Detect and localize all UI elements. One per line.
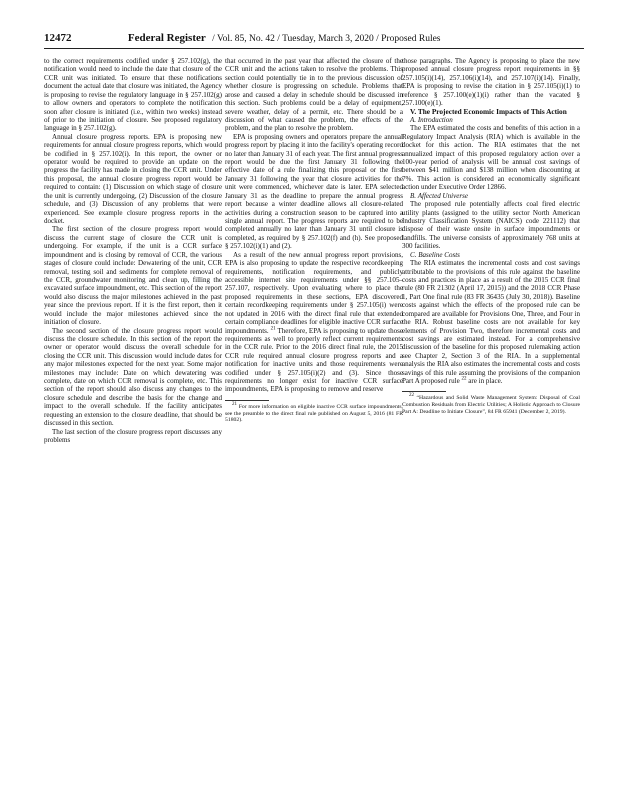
page-header (44, 30, 584, 46)
page-number: 12472 (44, 32, 72, 44)
paragraph: those paragraphs. The Agency is proposing to place the new proposed annual closure progress report requirements in §§ 257.105(i)(14), 257.106(i)(14), and 257.107(i)(14). Finally, EPA is proposing to revise the citation in § 257.105(i)(1) to reference § 257.100(e)(1)(i) rather than the vacated § 257.100(e)(1). (402, 57, 580, 108)
publication-title: Federal Register (127, 32, 206, 44)
footnote-number: 22 (409, 393, 414, 399)
footnote (225, 401, 404, 424)
paragraph: EPA is proposing owners and operators prepare the annual progress report by placing it into the facility's operating record no later than January 31 of each year. The first annual progress report would be due the first January 31 following the effective date of a rule finalizing this proposal or the first January 31 following the year that closure activities for the unit were commenced, whichever date is later. EPA selected January 31 as the deadline to prepare the annual progress report because a winter deadline allows all closure-related activities during a construction season to be captured into a single annual report. The progress reports are required to be completed annually no later than January 31 until closure is completed, as required by § 257.102(f) and (h). See proposed § 257.102(i)(1) and (2). (225, 132, 403, 251)
paragraph-text: Therefore, EPA is proposing to update those requirements as well to properly reflect current requirements in the CCR rule. Prior to the 2016 direct final rule, the 2015 CCR rule required annual closure progress reports and a notification for inactive units and those requirements were codified under § 257.105(i)(2) and (3). Since those requirements no longer exist for inactive CCR surface impoundments, EPA is proposing to remove and reserve (225, 326, 403, 394)
paragraph: to the correct requirements codified under § 257.102(g), the notification would need to include the date that closure of the CCR unit was initiated. To ensure that these notifications document the actual date that closure was initiated, the Agency is proposing to revise the regulatory language in § 257.102(g) to allow owners and operators to complete the notification soon after closure is initiated (i.e., within two weeks) instead of prior to the initiation of closure. See proposed regulatory language in § 257.102(g). (44, 57, 222, 133)
footnote-rule (402, 391, 446, 392)
footnote (402, 395, 580, 415)
subsection-heading: B. Affected Universe (410, 191, 468, 200)
paragraph-text: are in place. (468, 377, 503, 386)
section-heading: V. The Projected Economic Impacts of This Action (410, 106, 567, 116)
paragraph: that occurred in the past year that affected the closure of the CCR unit and the actions taken to resolve the problems. This section could potentially tie in to the previous discussion of whether closure is progressing on schedule. Problems that arose and caused a delay in schedule should be discussed in this section. Such problems could be a delay of equipment, severe weather, delay of a permit, etc. There should be a discussion of what caused the problem, the effects of the problem, and the plan to resolve the problem. (225, 57, 403, 133)
footnote-text: “Hazardous and Solid Waste Management System: Disposal of Coal Combustion Residuals from Electric Utilities; A Holistic Approach to Closure Part A: Deadline to Initiate Closure”, 84 FR 65941 (December 2, 2019). (402, 395, 581, 416)
footnote-mark: 21 (270, 326, 276, 332)
column-1 (44, 57, 222, 444)
subsection-heading: A. Introduction (410, 115, 453, 124)
paragraph: The EPA estimated the costs and benefits of this action in a Regulatory Impact Analysis (RIA) which is available in the docket for this action. The RIA estimates that the net annualized impact of this proposed regulatory action over a 100-year period of analysis will be annual cost savings of between $41 million and $138 million when discounting at 7%. This action is considered an economically significant action under Executive Order 12866. (402, 124, 580, 192)
paragraph (402, 259, 580, 385)
paragraph: The last section of the closure progress report discusses any problems (44, 427, 222, 444)
footnote-number: 21 (232, 401, 237, 407)
paragraph-text: As a result of the new annual progress report provisions, EPA is also proposing to update the respective recordkeeping requirements, notification requirements, and publicly accessible internet site requirements under §§ 257.105–257.107, respectively. Upon evaluating where to place the proposed requirements in these sections, EPA discovered certain recordkeeping requirements under § 257.105(i) were not updated in 2016 with the direct final rule that extended certain compliance deadlines for eligible inactive CCR surface impoundments. (225, 250, 403, 335)
column-3 (402, 57, 580, 657)
paragraph (225, 251, 403, 394)
paragraph-text: The RIA estimates the incremental costs and cost savings attributable to the provisions of this rule against the baseline costs and practices in place as a result of the 2015 CCR final rule (80 FR 21302 (April 17, 2015)) and the 2018 CCR Phase 1, Part One final rule (83 FR 36435 (July 30, 2018)). Baseline costs against which the effects of the proposed rule can be compared are available for Provisions One, Three, and Four in the RIA. Robust baseline costs are not available for key elements of Provision Two, therefore incremental costs and cost savings are estimated instead. For a comprehensive discussion of the baseline for this proposed rulemaking action see Chapter 2, Section 3 of the RIA. In a supplemental analysis the RIA also estimates the incremental costs and costs savings of this rule assuming the provisions of the companion Part A proposed rule (402, 259, 580, 386)
header-rule (44, 48, 584, 49)
column-2 (225, 57, 403, 424)
paragraph: The second section of the closure progress report would discuss the closure schedule. In this section of the report the owner or operator would discuss the overall schedule for closing the CCR unit. This discussion would include dates for any major milestones expected for the next year. Some major milestones may include: Date on which dewatering was complete, date on which CCR removal is complete, etc. This section of the report should also discuss any changes to the closure schedule and describe the basis for the change and impact to the overall schedule. If the facility anticipates requesting an extension to the closure deadline, that should be discussed in this section. (44, 326, 222, 428)
issue-details: / Vol. 85, No. 42 / Tuesday, March 3, 2020 / Proposed Rules (212, 34, 441, 44)
footnote-text: For more information on eligible inactive CCR surface impoundments, see the preamble to the direct final rule published on August 5, 2016 (81 FR 51802). (225, 403, 404, 424)
paragraph: The proposed rule potentially affects coal fired electric utility plants (assigned to the utility sector North American Industry Classification System (NAICS) code 221112) that dispose of their waste onsite in surface impoundments or landfills. The universe consists of approximately 768 units at 300 facilities. (402, 200, 580, 251)
subsection-heading: C. Baseline Costs (410, 250, 460, 259)
footnote-rule (225, 400, 269, 401)
paragraph: The first section of the closure progress report would discuss the current stage of closure the CCR unit is undergoing. For example, if the unit is a CCR surface impoundment and is closing by removal of CCR, the various stages of closure could include: Dewatering of the unit, CCR removal, testing soil and sediments for complete removal of the CCR, groundwater monitoring and clean up, filling the excavated surface impoundment, etc. This section of the report would also discuss the major milestones achieved in the past year since the previous report. If it is the first report, then it would include the major milestones achieved since the initiation of closure. (44, 225, 222, 327)
paragraph: Annual closure progress reports. EPA is proposing new requirements for annual closure progress reports, which would be codified in § 257.102(i). In this report, the owner or operator would be required to provide an update on the progress the facility has made in closing the CCR unit. Under this proposal, the annual closure progress report would be required to contain: (1) Discussion on which stage of closure the unit is currently undergoing, (2) Discussion of the closure schedule, and (3) Discussion of any problems that were experienced. See example closure progress reports in the docket. (44, 132, 222, 226)
footnote-mark: 22 (461, 376, 467, 382)
